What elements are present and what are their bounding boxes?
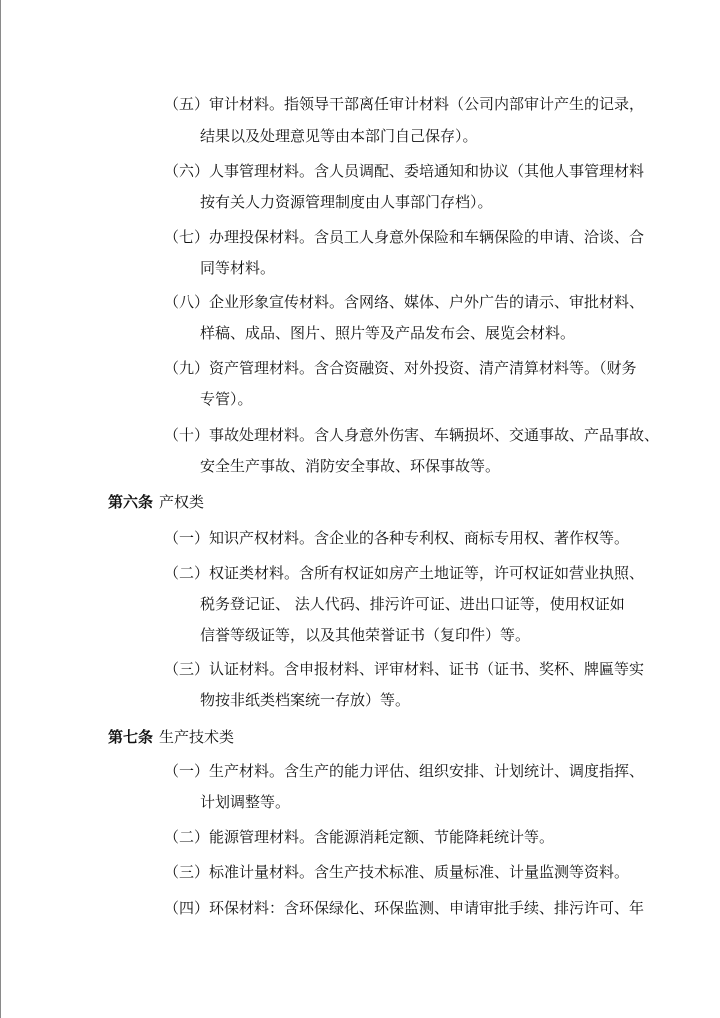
item-text-line: （五）审计材料。指领导干部离任审计材料（公司内部审计产生的记录， bbox=[164, 95, 645, 113]
item-text-line: 物按非纸类档案统一存放）等。 bbox=[200, 691, 411, 709]
article-number: 第七条 bbox=[108, 728, 154, 746]
item-text-line: 按有关人力资源管理制度由人事部门存档）。 bbox=[200, 193, 493, 211]
item-text-line: （八）企业形象宣传材料。含网络、媒体、户外广告的请示、审批材料、 bbox=[164, 293, 645, 311]
item-text-line: （一）生产材料。含生产的能力评估、组织安排、计划统计、调度指挥、 bbox=[164, 762, 645, 780]
item-text-line: 计划调整等。 bbox=[200, 793, 291, 811]
item-text-line: （九）资产管理材料。含合资融资、对外投资、清产清算材料等。（财务 bbox=[164, 359, 637, 377]
item-text-line: （一）知识产权材料。含企业的各种专利权、商标专用权、著作权等。 bbox=[164, 529, 630, 547]
item-text-line: （六）人事管理材料。含人员调配、委培通知和协议（其他人事管理材料 bbox=[164, 162, 645, 180]
item-text-line: 信誉等级证等，以及其他荣誉证书（复印件）等。 bbox=[200, 626, 531, 644]
article-heading bbox=[108, 730, 234, 745]
item-text-line: （二）权证类材料。含所有权证如房产土地证等，许可权证如营业执照、 bbox=[164, 564, 645, 582]
item-text-line: （四）环保材料：含环保绿化、环保监测、申请审批手续、排污许可、年 bbox=[164, 899, 645, 917]
item-text-line: （二）能源管理材料。含能源消耗定额、节能降耗统计等。 bbox=[164, 828, 555, 846]
item-text-line: 同等材料。 bbox=[200, 259, 276, 277]
article-heading bbox=[108, 495, 204, 510]
article-number: 第六条 bbox=[108, 493, 154, 511]
item-text-line: 结果以及处理意见等由本部门自己保存）。 bbox=[200, 127, 478, 145]
article-title: 产权类 bbox=[159, 493, 205, 511]
item-text-line: 安全生产事故、消防安全事故、环保事故等。 bbox=[200, 457, 501, 475]
item-text-line: （七）办理投保材料。含员工人身意外保险和车辆保险的申请、洽谈、合 bbox=[164, 228, 645, 246]
item-text-line: （三）认证材料。含申报材料、评审材料、证书（证书、奖杯、牌匾等实 bbox=[164, 660, 645, 678]
item-text-line: 税务登记证、 法人代码、排污许可证、进出口证等，使用权证如 bbox=[200, 595, 625, 613]
item-text-line: 专管）。 bbox=[200, 390, 253, 408]
item-text-line: （十）事故处理材料。含人身意外伤害、车辆损坏、交通事故、产品事故、 bbox=[164, 426, 660, 444]
article-title: 生产技术类 bbox=[159, 728, 235, 746]
item-text-line: （三）标准计量材料。含生产技术标准、质量标准、计量监测等资料。 bbox=[164, 863, 630, 881]
item-text-line: 样稿、成品、图片、照片等及产品发布会、展览会材料。 bbox=[200, 324, 576, 342]
